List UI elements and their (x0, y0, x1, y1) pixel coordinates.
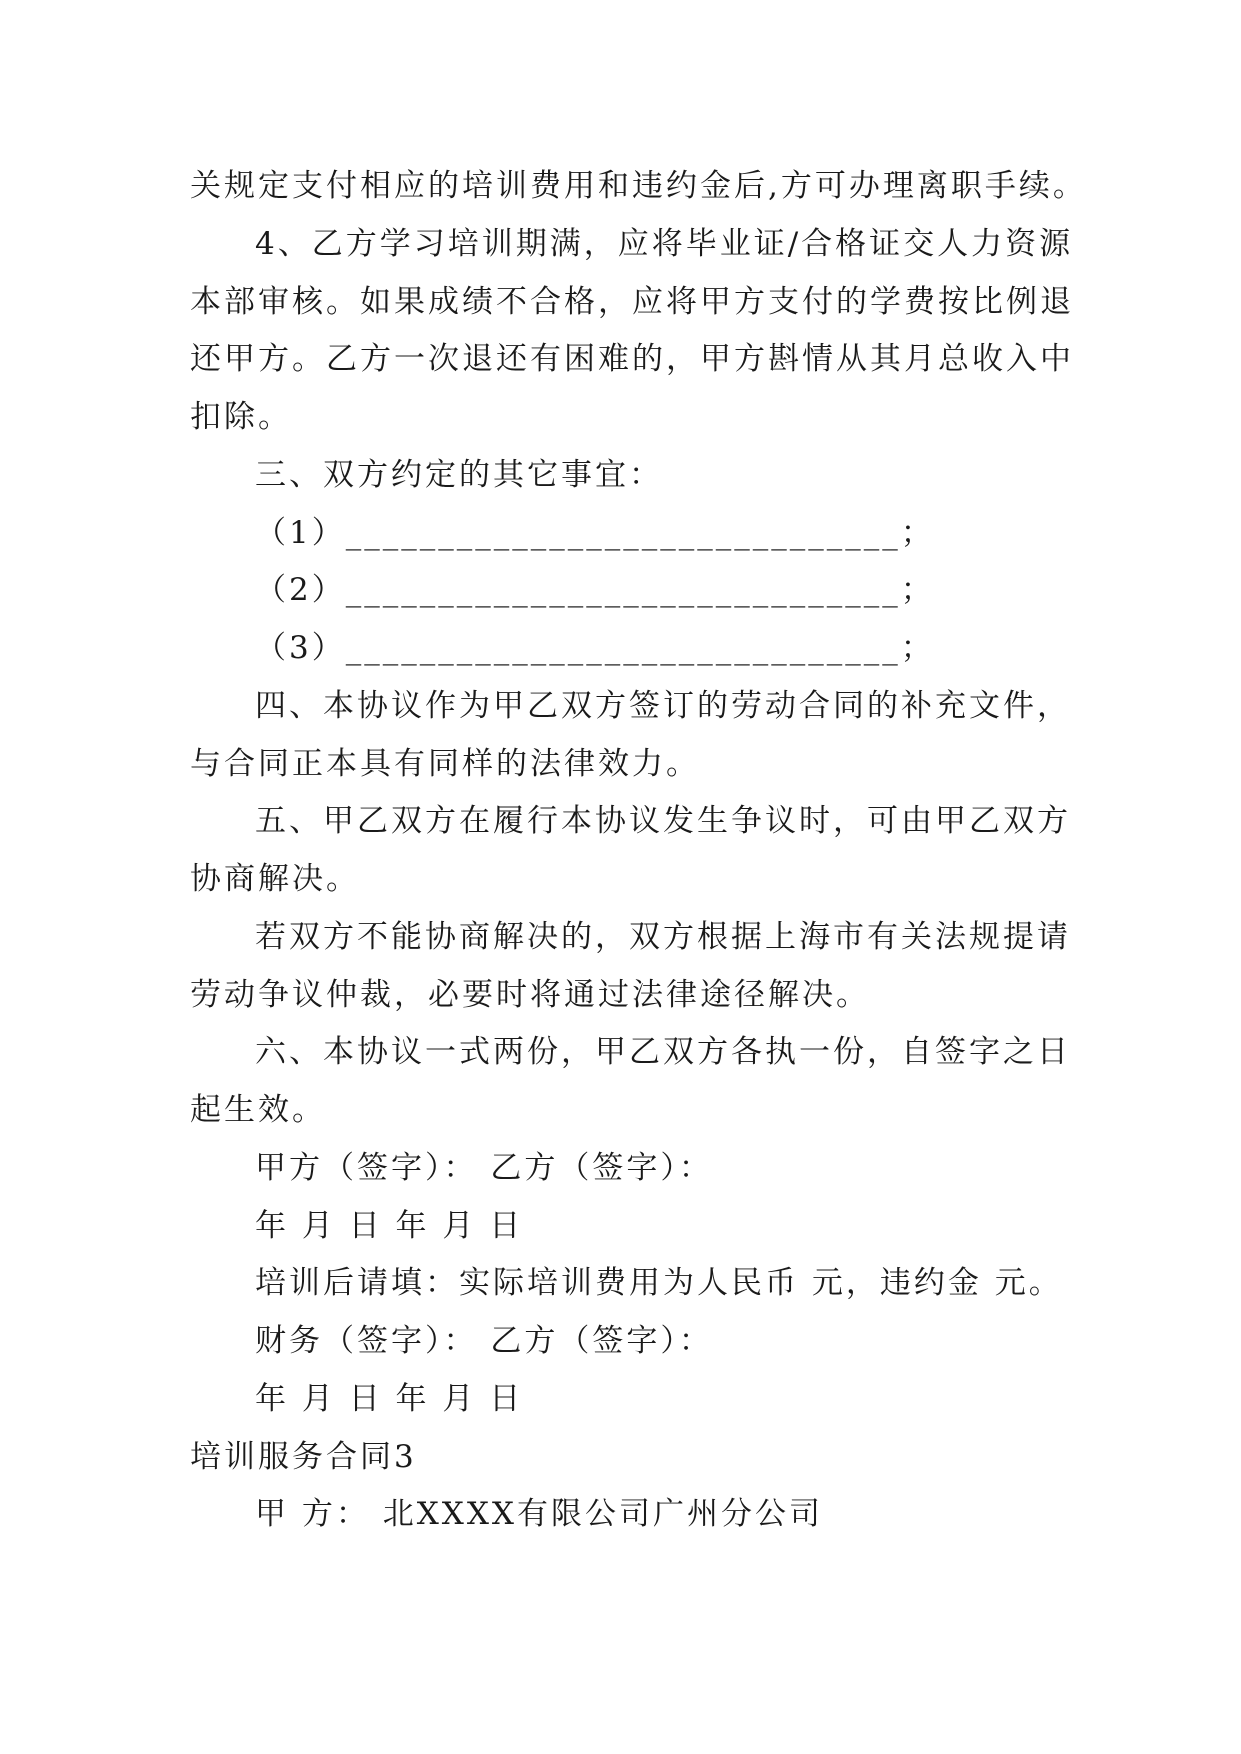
signature-line: 甲方（签字）： 乙方（签字）： (255, 1150, 713, 1186)
text-line: 六、本协议一式两份，甲乙双方各执一份，自签字之日 (255, 1034, 1071, 1070)
date-line: 年 月 日 年 月 日 (255, 1208, 524, 1244)
text-line: 劳动争议仲裁，必要时将通过法律途径解决。 (190, 977, 870, 1013)
blank-item: （1）______________________________； (255, 515, 935, 551)
date-line: 年 月 日 年 月 日 (255, 1381, 524, 1417)
party-a-line: 甲 方： 北XXXX有限公司广州分公司 (255, 1496, 823, 1532)
text-line: 与合同正本具有同样的法律效力。 (190, 746, 700, 782)
blank-item: （3）______________________________； (255, 630, 935, 666)
text-line: 若双方不能协商解决的，双方根据上海市有关法规提请 (255, 919, 1071, 955)
text-line: 还甲方。乙方一次退还有困难的，甲方斟情从其月总收入中 (190, 341, 1074, 377)
text-line: 4、乙方学习培训期满，应将毕业证/合格证交人力资源 (255, 226, 1074, 262)
text-line: 协商解决。 (190, 861, 360, 897)
text-line: 起生效。 (190, 1092, 326, 1128)
text-line: 四、本协议作为甲乙双方签订的劳动合同的补充文件， (255, 688, 1071, 724)
text-line: 本部审核。如果成绩不合格，应将甲方支付的学费按比例退 (190, 284, 1074, 320)
contract-title: 培训服务合同3 (190, 1439, 417, 1475)
section-heading: 三、双方约定的其它事宜： (255, 457, 663, 493)
text-line: 关规定支付相应的培训费用和违约金后,方可办理离职手续。 (190, 168, 1087, 204)
blank-item: （2）______________________________； (255, 572, 935, 608)
text-line: 培训后请填：实际培训费用为人民币 元，违约金 元。 (255, 1265, 1063, 1301)
text-line: 五、甲乙双方在履行本协议发生争议时，可由甲乙双方 (255, 803, 1071, 839)
text-line: 扣除。 (190, 399, 292, 435)
signature-line: 财务（签字）： 乙方（签字）： (255, 1323, 713, 1359)
